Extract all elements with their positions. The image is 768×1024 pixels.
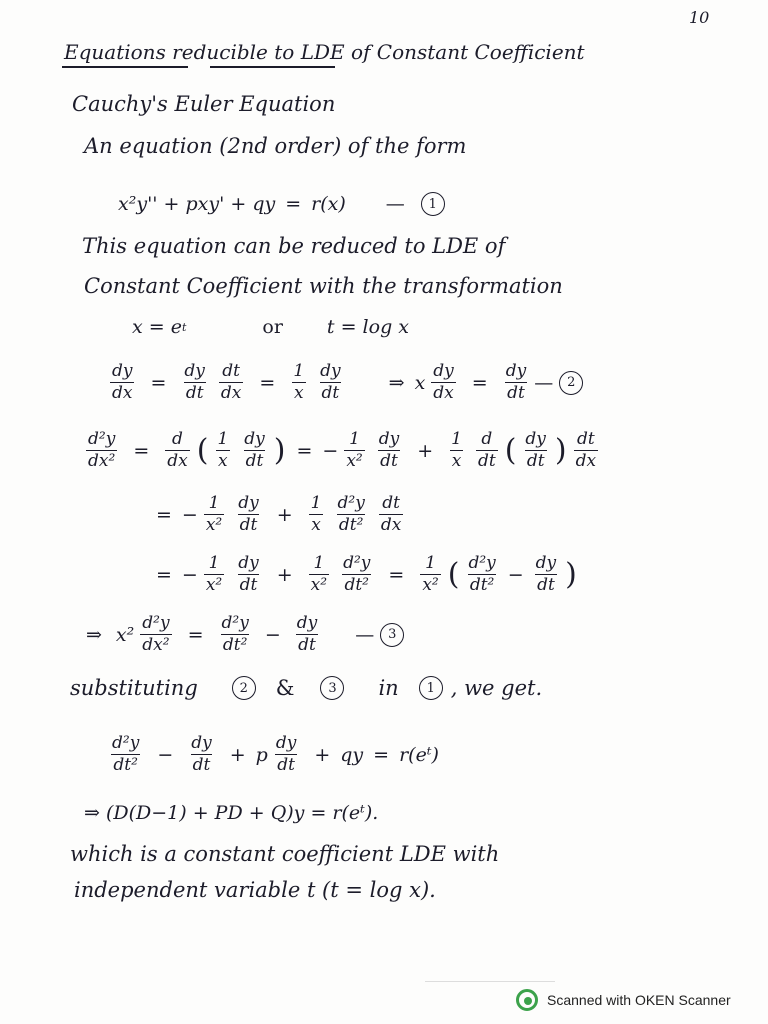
title-underline — [210, 66, 335, 68]
equation-tag: 2 — [559, 371, 583, 395]
equation-4: $\frac{\text{d²y}}{\text{dt²}}$ − $\frac{dy}{dt}$ + p $\frac{dy}{dt}$ + qy = r(eᵗ) — [112, 733, 439, 775]
second-derivative-line-1: $\frac{\text{d²y}}{\text{dx²}}$ = $\frac{d}{dx}$ ( $\frac{1}{x}$ $\frac{dy}{dt}$ ) = − $\frac{1}{\text{x²}}$ $\frac{dy}{dt}$ + $\frac{1}{x}$ $\frac{d}{dt}$ ( $\frac{dy}{dt}$ ) $\frac{dt}{dx}$ — [88, 429, 597, 471]
transform-a: x = e — [132, 316, 182, 338]
equation-tag: 1 — [421, 192, 445, 216]
transformation — [132, 316, 409, 338]
transform-sup: t — [181, 320, 187, 334]
divider — [425, 981, 555, 982]
title-underline — [62, 66, 188, 68]
body-text: Constant Coefficient with the transformation — [84, 274, 563, 298]
conclusion-text: which is a constant coefficient LDE with — [70, 842, 500, 866]
body-text: This equation can be reduced to LDE of — [82, 234, 506, 258]
substituting-text: substituting — [70, 676, 198, 700]
page-title: Equations reducible to LDE of Constant Coefficient — [64, 40, 585, 64]
equation-3: ⇒ x² $\frac{\text{d²y}}{\text{dx²}}$ = $\frac{\text{d²y}}{\text{dt²}}$ − $\frac{dy}{dt}$ — 3 — [86, 614, 404, 655]
conclusion-text: independent variable t (t = log x). — [74, 878, 436, 902]
transform-or: or — [262, 316, 283, 338]
equation-1-rhs: r(x) — [311, 193, 346, 215]
page-number: 10 — [689, 8, 710, 27]
equation-tag: 3 — [380, 623, 404, 647]
equation-2: $\frac{dy}{dx}$ = $\frac{dy}{dt}$ $\frac{dt}{dx}$ = $\frac{1}{x}$ $\frac{dy}{dt}$ ⇒ x $\frac{dy}{dx}$ = $\frac{dy}{dt}$ — 2 — [104, 362, 583, 403]
scanner-watermark — [516, 989, 731, 1011]
transform-b: t = log x — [326, 316, 409, 338]
equation-1: x²y'' + pxy' + qy = r(x) — 1 — [118, 192, 445, 216]
section-heading: Cauchy's Euler Equation — [72, 92, 336, 116]
equation-1-lhs: x²y'' + pxy' + qy — [118, 193, 276, 215]
watermark-text: Scanned with OKEN Scanner — [547, 992, 731, 1008]
equation-5: ⇒ (D(D−1) + PD + Q)y = r(eᵗ). — [84, 802, 379, 824]
second-derivative-line-2: = − $\frac{1}{\text{x²}}$ $\frac{dy}{dt}$ + $\frac{1}{x}$ $\frac{\text{d²y}}{\text{dt²}}$ $\frac{dt}{dx}$ — [156, 493, 402, 535]
oken-logo-icon — [516, 989, 538, 1011]
substituting-line: substituting 2 & 3 in 1 , we get. — [70, 676, 543, 700]
intro-text: An equation (2nd order) of the form — [84, 134, 467, 158]
second-derivative-line-3: = − $\frac{1}{\text{x²}}$ $\frac{dy}{dt}$ + $\frac{1}{\text{x²}}$ $\frac{\text{d²y}}{\text{dt²}}$ = $\frac{1}{\text{x²}}$ ( $\frac{\text{d²y}}{\text{dt²}}$ − $\frac{dy}{dt}$ ) — [156, 553, 577, 595]
